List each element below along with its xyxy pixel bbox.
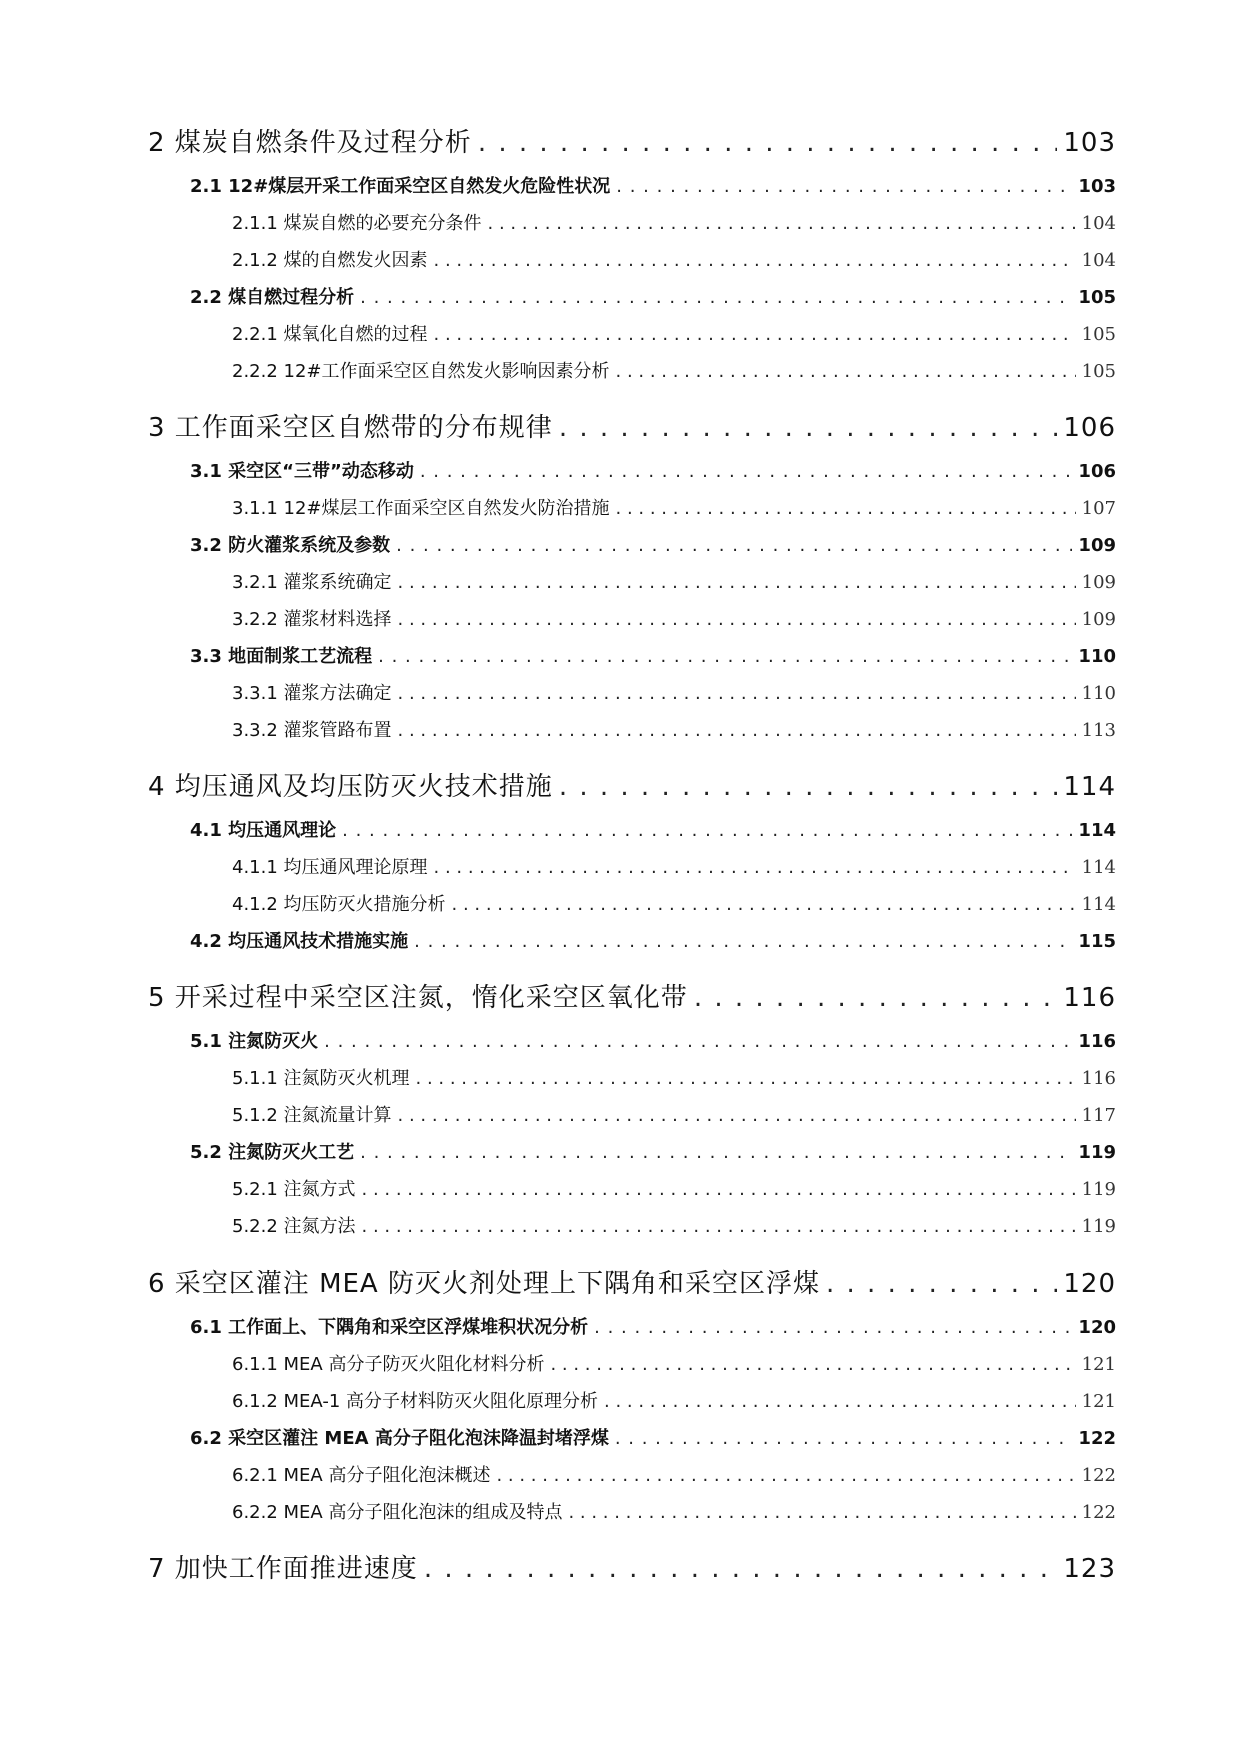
toc-entry-page-number: 120 [1063, 1269, 1116, 1299]
dot-leader [398, 609, 1076, 630]
toc-entry-title: 7 加快工作面推进速度 [148, 1554, 418, 1584]
toc-entry-section[interactable] [190, 1138, 1116, 1164]
toc-entry-title: 3 工作面采空区自燃带的分布规律 [148, 413, 553, 443]
toc-entry-page-number: 122 [1078, 1428, 1116, 1449]
dot-leader [398, 720, 1076, 741]
toc-entry-page-number: 123 [1063, 1554, 1116, 1584]
toc-entry-subsection[interactable] [232, 1498, 1116, 1524]
toc-entry-title: 2.2 煤自燃过程分析 [190, 287, 355, 308]
dot-leader [616, 498, 1076, 519]
dot-leader [360, 287, 1072, 308]
dot-leader [434, 250, 1076, 271]
toc-entry-page-number: 109 [1081, 572, 1116, 593]
toc-entry-page-number: 106 [1063, 413, 1116, 443]
dot-leader [616, 176, 1072, 197]
toc-entry-section[interactable] [190, 172, 1116, 198]
toc-entry-page-number: 114 [1081, 857, 1116, 878]
toc-entry-subsection[interactable] [232, 568, 1116, 594]
toc-entry-page-number: 105 [1081, 324, 1116, 345]
toc-entry-page-number: 109 [1078, 535, 1116, 556]
toc-entry-page-number: 107 [1081, 498, 1116, 519]
dot-leader [362, 1216, 1076, 1237]
toc-entry-title: 3.1.1 12#煤层工作面采空区自然发火防治措施 [232, 498, 610, 519]
toc-entry-page-number: 110 [1081, 683, 1116, 704]
toc-entry-title: 6.1.1 MEA 高分子防灭火阻化材料分析 [232, 1354, 545, 1375]
toc-entry-page-number: 115 [1078, 931, 1116, 952]
dot-leader [615, 1428, 1073, 1449]
toc-entry-page-number: 117 [1081, 1105, 1116, 1126]
toc-entry-page-number: 116 [1081, 1068, 1116, 1089]
toc-entry-title: 6.1.2 MEA-1 高分子材料防灭火阻化原理分析 [232, 1391, 599, 1412]
toc-entry-subsection[interactable] [232, 605, 1116, 631]
toc-entry-page-number: 103 [1063, 128, 1116, 158]
toc-entry-page-number: 120 [1078, 1317, 1116, 1338]
dot-leader [398, 1105, 1076, 1126]
toc-entry-page-number: 104 [1081, 250, 1116, 271]
dot-leader [420, 461, 1073, 482]
toc-entry-title: 6.2.1 MEA 高分子阻化泡沫概述 [232, 1465, 491, 1486]
dot-leader [616, 361, 1076, 382]
toc-entry-title: 3.2.1 灌浆系统确定 [232, 572, 392, 593]
dot-leader [604, 1391, 1076, 1412]
dot-leader [324, 1031, 1072, 1052]
toc-entry-page-number: 103 [1078, 176, 1116, 197]
toc-entry-page-number: 110 [1078, 646, 1116, 667]
toc-entry-title: 5.2 注氮防灭火工艺 [190, 1142, 355, 1163]
toc-entry-page-number: 113 [1081, 720, 1116, 741]
toc-entry-subsection[interactable] [232, 320, 1116, 346]
dot-leader [478, 128, 1058, 158]
toc-entry-title: 2.1.1 煤炭自燃的必要充分条件 [232, 213, 482, 234]
toc-entry-title: 3.3.1 灌浆方法确定 [232, 683, 392, 704]
toc-entry-chapter[interactable] [148, 1548, 1116, 1585]
toc-entry-title: 4.2 均压通风技术措施实施 [190, 931, 409, 952]
dot-leader [342, 820, 1072, 841]
toc-entry-page-number: 105 [1078, 287, 1116, 308]
toc-entry-subsection[interactable] [232, 246, 1116, 272]
dot-leader [378, 646, 1072, 667]
toc-entry-page-number: 121 [1081, 1391, 1116, 1412]
toc-entry-section[interactable] [190, 1027, 1116, 1053]
dot-leader [362, 1179, 1076, 1200]
toc-entry-title: 2 煤炭自燃条件及过程分析 [148, 128, 472, 158]
toc-entry-page-number: 114 [1078, 820, 1116, 841]
dot-leader [594, 1317, 1072, 1338]
dot-leader [398, 683, 1076, 704]
toc-entry-page-number: 105 [1081, 361, 1116, 382]
toc-entry-page-number: 121 [1081, 1354, 1116, 1375]
toc-entry-title: 6.2.2 MEA 高分子阻化泡沫的组成及特点 [232, 1502, 563, 1523]
toc-entry-title: 6.2 采空区灌注 MEA 高分子阻化泡沫降温封堵浮煤 [190, 1428, 609, 1449]
toc-entry-page-number: 116 [1063, 983, 1116, 1013]
toc-entry-title: 3.2.2 灌浆材料选择 [232, 609, 392, 630]
toc-entry-section[interactable] [190, 283, 1116, 309]
dot-leader [434, 857, 1076, 878]
toc-entry-title: 3.1 采空区“三带”动态移动 [190, 461, 414, 482]
toc-entry-section[interactable] [190, 816, 1116, 842]
toc-entry-subsection[interactable] [232, 494, 1116, 520]
dot-leader [398, 572, 1076, 593]
toc-entry-subsection[interactable] [232, 1212, 1116, 1238]
toc-entry-page-number: 119 [1081, 1179, 1116, 1200]
toc-entry-page-number: 104 [1081, 213, 1116, 234]
toc-entry-subsection[interactable] [232, 679, 1116, 705]
toc-entry-section[interactable] [190, 1424, 1116, 1450]
toc-entry-subsection[interactable] [232, 209, 1116, 235]
toc-entry-page-number: 109 [1081, 609, 1116, 630]
toc-entry-title: 4.1.2 均压防灭火措施分析 [232, 894, 446, 915]
dot-leader [559, 413, 1058, 443]
toc-entry-subsection[interactable] [232, 1387, 1116, 1413]
toc-entry-title: 5.2.1 注氮方式 [232, 1179, 356, 1200]
toc-entry-subsection[interactable] [232, 357, 1116, 383]
toc-entry-title: 6.1 工作面上、下隅角和采空区浮煤堆积状况分析 [190, 1317, 589, 1338]
dot-leader [568, 1502, 1075, 1523]
toc-entry-subsection[interactable] [232, 1175, 1116, 1201]
toc-entry-page-number: 119 [1078, 1142, 1116, 1163]
dot-leader [434, 324, 1076, 345]
toc-entry-page-number: 119 [1081, 1216, 1116, 1237]
toc-entry-page-number: 114 [1063, 772, 1116, 802]
toc-entry-chapter[interactable] [148, 977, 1116, 1014]
dot-leader [414, 931, 1072, 952]
toc-entry-subsection[interactable] [232, 1350, 1116, 1376]
dot-leader [488, 213, 1076, 234]
dot-leader [452, 894, 1076, 915]
dot-leader [694, 983, 1058, 1013]
toc-entry-title: 6 采空区灌注 MEA 防灭火剂处理上下隅角和采空区浮煤 [148, 1269, 820, 1299]
toc-entry-chapter[interactable] [148, 122, 1116, 159]
toc-entry-page-number: 114 [1081, 894, 1116, 915]
toc-entry-title: 2.2.1 煤氧化自燃的过程 [232, 324, 428, 345]
toc-entry-section[interactable] [190, 642, 1116, 668]
toc-entry-chapter[interactable] [148, 1263, 1116, 1300]
toc-entry-title: 5.1.2 注氮流量计算 [232, 1105, 392, 1126]
dot-leader [559, 772, 1058, 802]
toc-entry-subsection[interactable] [232, 1461, 1116, 1487]
toc-entry-page-number: 106 [1078, 461, 1116, 482]
toc-entry-title: 5 开采过程中采空区注氮，惰化采空区氧化带 [148, 983, 688, 1013]
toc-entry-title: 4.1 均压通风理论 [190, 820, 337, 841]
toc-entry-title: 5.2.2 注氮方法 [232, 1216, 356, 1237]
toc-entry-title: 3.3.2 灌浆管路布置 [232, 720, 392, 741]
toc-entry-title: 5.1.1 注氮防灭火机理 [232, 1068, 410, 1089]
toc-entry-subsection[interactable] [232, 716, 1116, 742]
toc-entry-title: 5.1 注氮防灭火 [190, 1031, 319, 1052]
toc-entry-title: 2.1 12#煤层开采工作面采空区自然发火危险性状况 [190, 176, 611, 197]
toc-entry-subsection[interactable] [232, 1101, 1116, 1127]
toc-entry-page-number: 122 [1081, 1465, 1116, 1486]
dot-leader [550, 1354, 1075, 1375]
dot-leader [496, 1465, 1075, 1486]
toc-entry-section[interactable] [190, 531, 1116, 557]
dot-leader [396, 535, 1072, 556]
toc-entry-chapter[interactable] [148, 407, 1116, 444]
toc-entry-title: 2.1.2 煤的自燃发火因素 [232, 250, 428, 271]
toc-entry-page-number: 116 [1078, 1031, 1116, 1052]
toc-entry-subsection[interactable] [232, 1064, 1116, 1090]
toc-entry-title: 2.2.2 12#工作面采空区自然发火影响因素分析 [232, 361, 610, 382]
toc-entry-title: 3.3 地面制浆工艺流程 [190, 646, 373, 667]
toc-entry-page-number: 122 [1081, 1502, 1116, 1523]
dot-leader [360, 1142, 1072, 1163]
toc-entry-section[interactable] [190, 1313, 1116, 1339]
toc-entry-subsection[interactable] [232, 890, 1116, 916]
toc-entry-title: 4 均压通风及均压防灭火技术措施 [148, 772, 553, 802]
dot-leader [424, 1554, 1058, 1584]
toc-entry-section[interactable] [190, 457, 1116, 483]
toc-entry-chapter[interactable] [148, 766, 1116, 803]
toc-entry-subsection[interactable] [232, 853, 1116, 879]
toc-entry-title: 3.2 防火灌浆系统及参数 [190, 535, 391, 556]
dot-leader [826, 1269, 1057, 1299]
dot-leader [416, 1068, 1076, 1089]
toc-entry-section[interactable] [190, 927, 1116, 953]
toc-entry-title: 4.1.1 均压通风理论原理 [232, 857, 428, 878]
